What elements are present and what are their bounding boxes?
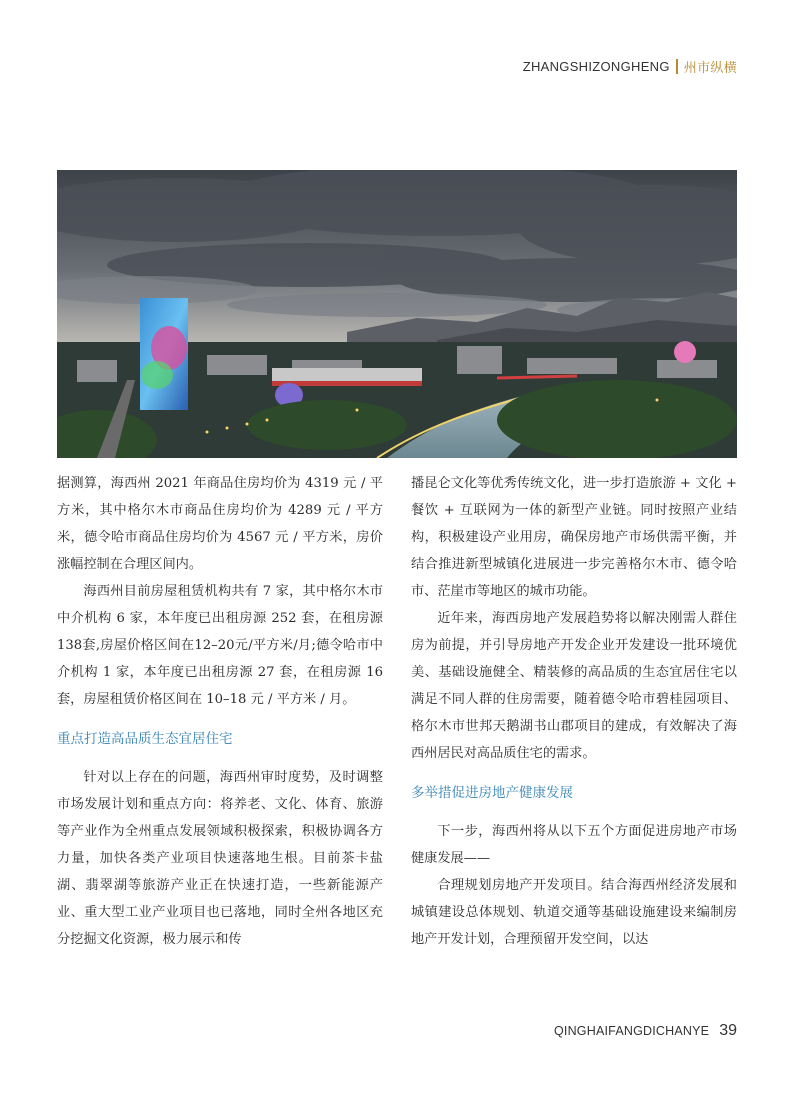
- left-column: [57, 470, 383, 953]
- paragraph: 近年来，海西房地产发展趋势将以解决刚需人群住房为前提，并引导房地产开发企业开发建设一批环境优美、基础设施健全、精装修的高品质的生态宜居住宅以满足不同人群的住房需要，随着德令哈市碧桂园项目、格尔木市世邦天鹅湖书山郡项目的建成，有效解决了海西州居民对高品质住宅的需求。: [411, 611, 737, 761]
- running-footer: [554, 1022, 737, 1040]
- magazine-name: QINGHAIFANGDICHANYE: [553, 1024, 710, 1038]
- section-title-en: ZHANGSHIZONGHENG: [522, 59, 670, 74]
- city-photo: [57, 170, 737, 458]
- paragraph: 合理规划房地产开发项目。结合海西州经济发展和城镇建设总体规划、轨道交通等基础设施建设来编制房地产开发计划，合理预留开发空间，以达: [411, 878, 737, 947]
- paragraph: 据测算，海西州 2021 年商品住房均价为 4319 元 / 平方米，其中格尔木市商品住房均价为 4289 元 / 平方米，德令哈市商品住房均价为 4567 元 / 平方米，房价涨幅控制在合理区间内。: [57, 476, 383, 572]
- paragraph: 播昆仑文化等优秀传统文化，进一步打造旅游 + 文化 + 餐饮 + 互联网为一体的新型产业链。同时按照产业结构，积极建设产业用房，确保房地产市场供需平衡，并结合推进新型城镇化进展进一步完善格尔木市、德令哈市、茫崖市等地区的城市功能。: [411, 476, 737, 599]
- section-heading: 多举措促进房地产健康发展: [411, 785, 573, 801]
- header-divider: [676, 59, 678, 74]
- paragraph: 针对以上存在的问题，海西州审时度势，及时调整市场发展计划和重点方向：将养老、文化、体育、旅游等产业作为全州重点发展领域积极探索，积极协调各方力量，加快各类产业项目快速落地生根。目前茶卡盐湖、翡翠湖等旅游产业正在快速打造，一些新能源产业、重大型工业产业项目也已落地，同时全州各地区充分挖掘文化资源，极力展示和传: [57, 770, 383, 947]
- running-header: [523, 57, 737, 76]
- right-column: [411, 470, 737, 953]
- city-skyline-image: [57, 170, 737, 458]
- section-title-cn: 州市纵横: [683, 61, 737, 76]
- page-number: 39: [719, 1022, 737, 1039]
- paragraph: 下一步，海西州将从以下五个方面促进房地产市场健康发展——: [411, 824, 737, 866]
- section-heading: 重点打造高品质生态宜居住宅: [57, 731, 233, 747]
- paragraph: 海西州目前房屋租赁机构共有 7 家，其中格尔木市中介机构 6 家，本年度已出租房源 252 套，在租房源138套,房屋价格区间在12–20元/平方米/月;德令哈市中介机构 1 家，本年度已出租房源 27 套，在租房源 16 套，房屋租赁价格区间在 10–18 元 / 平方米 / 月。: [57, 584, 383, 707]
